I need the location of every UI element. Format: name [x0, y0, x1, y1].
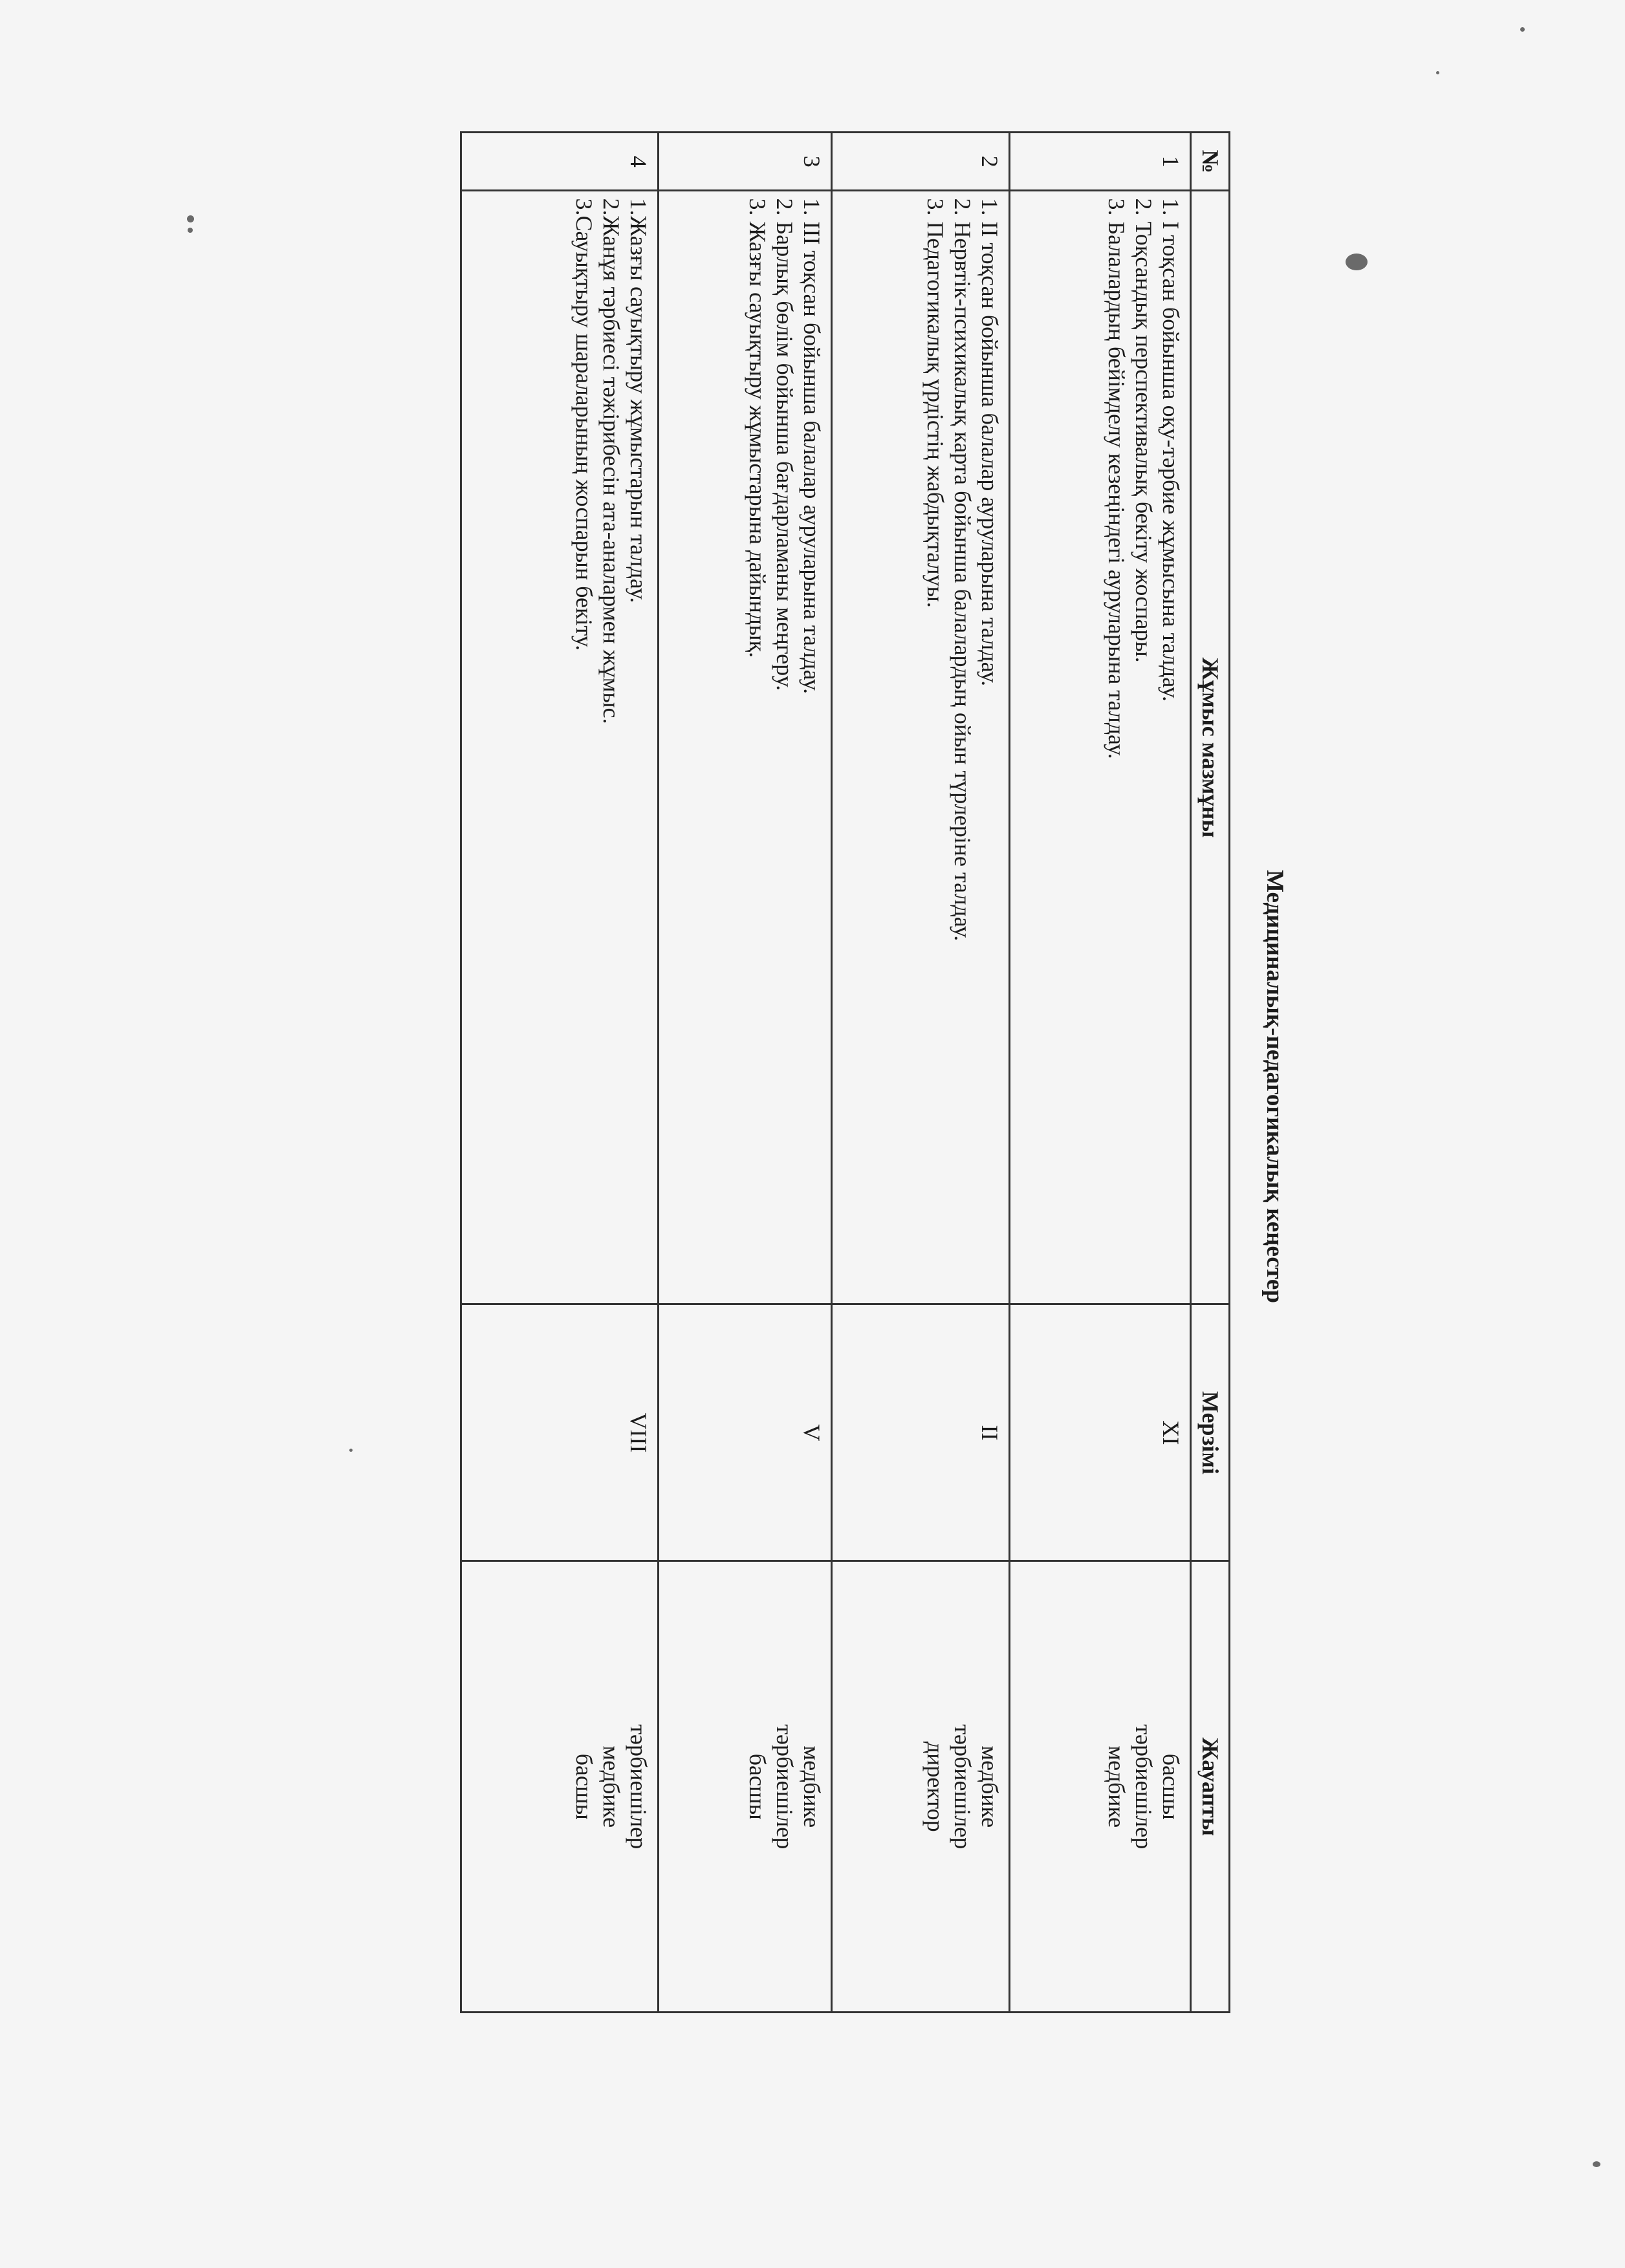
header-date: Мерзімі — [1191, 1304, 1230, 1561]
row-responsible — [1010, 1561, 1191, 2013]
header-content: Жұмыс мазмұны — [1191, 191, 1230, 1304]
content-item: 1. ІІІ тоқсан бойынша балалар ауруларына талдау. — [799, 198, 825, 695]
row-content — [1010, 191, 1191, 1304]
table-row — [461, 133, 659, 2013]
responsible-item: директор — [922, 1741, 948, 1832]
scan-speck — [349, 1449, 353, 1452]
content-item: 2. Барлық бөлім бойынша бағдарламаны меңгеру. — [772, 198, 798, 691]
responsible-item: медбике — [977, 1745, 1003, 1828]
row-number: 3 — [659, 133, 832, 191]
header-responsible: Жауапты — [1191, 1561, 1230, 2013]
row-responsible — [832, 1561, 1010, 2013]
row-date: XI — [1010, 1304, 1191, 1561]
responsible-item: басшы — [571, 1753, 597, 1820]
content-item: 3. Педагогикалық үрдістің жабдықталуы. — [922, 198, 948, 608]
responsible-item: медбике — [1104, 1745, 1129, 1828]
scan-speck — [1520, 27, 1525, 32]
rotated-document — [417, 100, 1310, 2073]
content-item: 1. ІІ тоқсан бойынша балалар ауруларына талдау. — [977, 198, 1003, 687]
scan-speck — [1346, 254, 1368, 270]
responsible-item: тәрбиешілер — [772, 1724, 798, 1850]
header-num: № — [1191, 133, 1230, 191]
content-item: 2.Жанұя тәрбиесі тәжірибесін ата-аналармен жұмыс. — [598, 198, 624, 724]
content-item: 3.Сауықтыру шараларының жоспарын бекіту. — [571, 198, 597, 651]
responsible-item: тәрбиешілер — [1131, 1724, 1157, 1850]
scan-speck — [187, 215, 194, 222]
row-content — [659, 191, 832, 1304]
row-number: 4 — [461, 133, 659, 191]
content-item: 1. І тоқсан бойынша оқу-тәрбие жұмысына талдау. — [1158, 198, 1184, 702]
plan-table — [460, 131, 1230, 2013]
responsible-item: медбике — [799, 1745, 825, 1828]
row-date: V — [659, 1304, 832, 1561]
row-number: 2 — [832, 133, 1010, 191]
scan-speck — [188, 228, 193, 233]
content-item: 1.Жазғы сауықтыру жұмыстарын талдау. — [626, 198, 651, 603]
row-date: ІІ — [832, 1304, 1010, 1561]
content-item: 3. Балалардың бейімделу кезеңіндегі ауруларына талдау. — [1104, 198, 1129, 759]
table-row — [659, 133, 832, 2013]
table-row — [1010, 133, 1191, 2013]
row-number: 1 — [1010, 133, 1191, 191]
table-header-row — [1191, 133, 1230, 2013]
content-item: 3. Жазғы сауықтыру жұмыстарына дайындық. — [745, 198, 770, 658]
responsible-item: медбике — [598, 1745, 624, 1828]
row-responsible — [461, 1561, 659, 2013]
responsible-item: басшы — [745, 1753, 770, 1820]
content-item: 2. Нервтік-психикалық карта бойынша балалардың ойын түрлеріне талдау. — [950, 198, 976, 942]
scan-speck — [1593, 2161, 1600, 2167]
content-item: 2. Тоқсандық перспективалық бекіту жоспары. — [1131, 198, 1157, 663]
row-date: VIII — [461, 1304, 659, 1561]
document-title: Медициналық-педагогикалық кеңестер — [1261, 870, 1288, 1303]
responsible-item: басшы — [1158, 1753, 1184, 1820]
responsible-item: тәрбиешілер — [950, 1724, 976, 1850]
table-row — [832, 133, 1010, 2013]
scan-speck — [1436, 71, 1439, 74]
responsible-item: тәрбиешілер — [626, 1724, 651, 1850]
row-responsible — [659, 1561, 832, 2013]
row-content — [832, 191, 1010, 1304]
row-content — [461, 191, 659, 1304]
